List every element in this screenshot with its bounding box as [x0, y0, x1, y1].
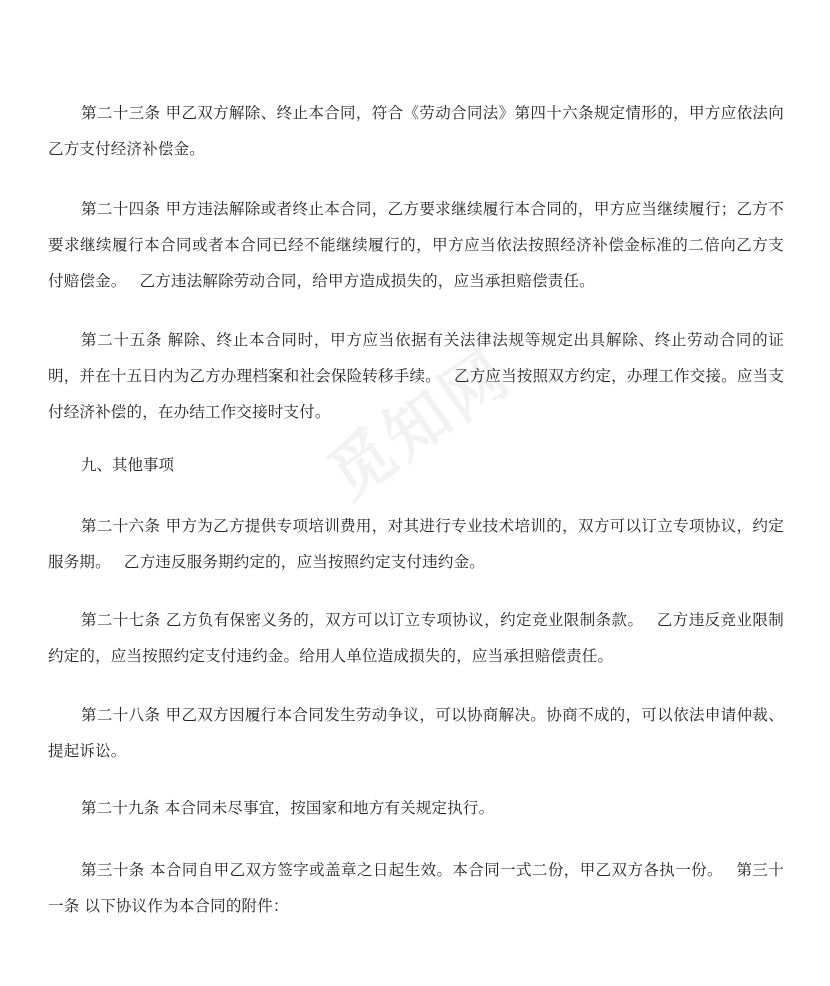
article-28: 第二十八条 甲乙双方因履行本合同发生劳动争议，可以协商解决。协商不成的，可以依法申请仲裁、提起诉讼。 [48, 706, 784, 760]
article-29: 第二十九条 本合同未尽事宜，按国家和地方有关规定执行。 [81, 799, 495, 817]
article-25: 第二十五条 解除、终止本合同时，甲方应当依据有关法律法规等规定出具解除、终止劳动合同的证明，并在十五日内为乙方办理档案和社会保险转移手续。 乙方应当按照双方约定，办理工作交接。应当支付经济补偿的，在办结工作交接时支付。 [48, 331, 784, 421]
article-26: 第二十六条 甲方为乙方提供专项培训费用，对其进行专业技术培训的，双方可以订立专项协议，约定服务期。 乙方违反服务期约定的，应当按照约定支付违约金。 [48, 517, 784, 571]
article-27: 第二十七条 乙方负有保密义务的，双方可以订立专项协议，约定竞业限制条款。 乙方违反竞业限制约定的，应当按照约定支付违约金。给用人单位造成损失的，应当承担赔偿责任。 [48, 611, 784, 665]
article-24: 第二十四条 甲方违法解除或者终止本合同，乙方要求继续履行本合同的，甲方应当继续履行；乙方不要求继续履行本合同或者本合同已经不能继续履行的，甲方应当依法按照经济补偿金标准的二倍向乙方支付赔偿金。 乙方违法解除劳动合同，给甲方造成损失的，应当承担赔偿责任。 [48, 200, 784, 290]
article-30-31: 第三十条 本合同自甲乙双方签字或盖章之日起生效。本合同一式二份，甲乙双方各执一份。 第三十一条 以下协议作为本合同的附件： [48, 861, 784, 915]
watermark: 觅知网 [315, 336, 525, 514]
section-heading-other-matters: 九、其他事项 [81, 456, 175, 474]
article-23: 第二十三条 甲乙双方解除、终止本合同，符合《劳动合同法》第四十六条规定情形的，甲方应依法向乙方支付经济补偿金。 [48, 104, 784, 158]
